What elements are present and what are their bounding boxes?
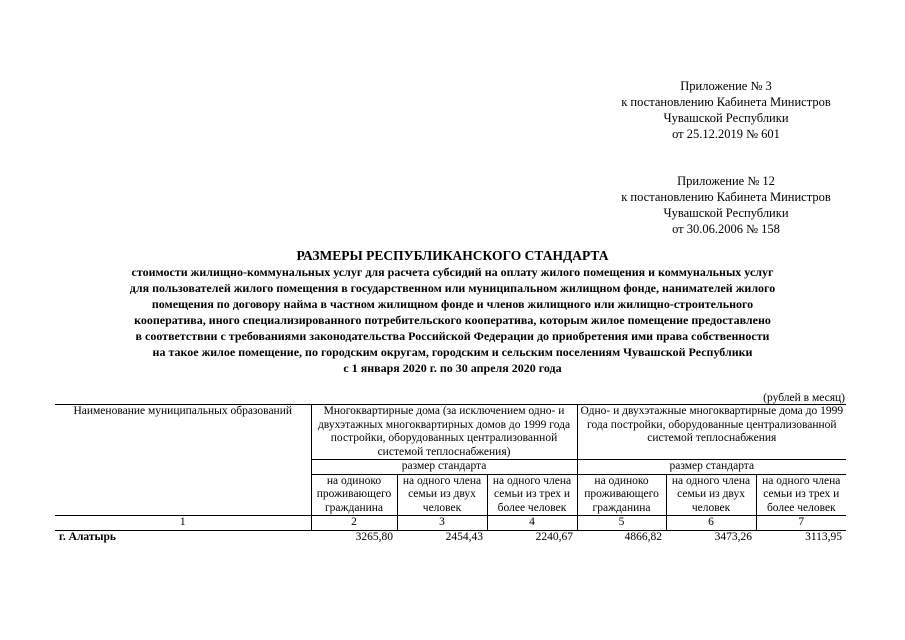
column-number: 5	[577, 516, 666, 531]
value-cell: 2454,43	[445, 530, 483, 543]
header-single: на одиноко проживающего гражданина	[311, 474, 397, 516]
value-cell: 3265,80	[355, 530, 393, 543]
annex-resolution: к постановлению Кабинета Министров	[621, 190, 831, 204]
column-number: 7	[756, 516, 846, 531]
municipality-name: г. Алатырь	[59, 530, 116, 543]
annex-12-block	[610, 173, 842, 237]
units-note: (рублей в месяц)	[763, 392, 845, 404]
annex-date: от 25.12.2019 № 601	[672, 127, 780, 141]
value-cell: 2240,67	[535, 530, 574, 543]
subtitle-line: на такое жилое помещение, по городским округам, городским и сельским поселениям Чувашской Республики	[152, 345, 753, 359]
standards-table	[55, 404, 846, 544]
document-subtitle	[40, 264, 865, 376]
column-number: 1	[55, 516, 311, 531]
column-number: 2	[311, 516, 397, 531]
value-cell: 3113,95	[805, 530, 843, 543]
subtitle-line: для пользователей жилого помещения в государственном или муниципальном жилищном фонде, нанимателей жилого	[129, 281, 776, 295]
header-two-person: на одного члена семьи из двух человек	[666, 474, 756, 516]
column-number: 4	[487, 516, 577, 531]
header-group-multistorey: Многоквартирные дома (за исключением одно- и двухэтажных многоквартирных домов до 1999 года постройки, оборудованных централизованной системой теплоснабжения)	[311, 405, 577, 460]
subtitle-line: помещения по договору найма в частном жилищном фонде и членов жилищного или жилищно-строительного	[151, 297, 754, 311]
header-three-plus: на одного члена семьи из трех и более человек	[756, 474, 846, 516]
subtitle-line: кооператива, иного специализированного потребительского кооператива, которым жилое помещение предоставлено	[134, 313, 771, 327]
subtitle-line: в соответствии с требованиями законодательства Российской Федерации до приобретения ими права собственности	[135, 329, 770, 343]
annex-3-block	[610, 78, 842, 142]
header-single: на одиноко проживающего гражданина	[577, 474, 666, 516]
annex-resolution: к постановлению Кабинета Министров	[621, 95, 831, 109]
header-size-standard: размер стандарта	[311, 460, 577, 475]
annex-republic: Чувашской Республики	[663, 206, 789, 220]
header-two-person: на одного члена семьи из двух человек	[397, 474, 487, 516]
annex-number: Приложение № 3	[680, 79, 772, 93]
column-number: 3	[397, 516, 487, 531]
header-three-plus: на одного члена семьи из трех и более человек	[487, 474, 577, 516]
annex-date: от 30.06.2006 № 158	[672, 222, 780, 236]
annex-number: Приложение № 12	[677, 174, 775, 188]
header-group-lowrise: Одно- и двухэтажные многоквартирные дома до 1999 года постройки, оборудованные централизованной системой теплоснабжения	[577, 405, 846, 460]
subtitle-line: стоимости жилищно-коммунальных услуг для расчета субсидий на оплату жилого помещения и коммунальных услуг	[131, 265, 774, 279]
table-row	[55, 530, 846, 544]
header-size-standard: размер стандарта	[577, 460, 846, 475]
document-title: РАЗМЕРЫ РЕСПУБЛИКАНСКОГО СТАНДАРТА	[296, 248, 609, 263]
header-municipality: Наименование муниципальных образований	[55, 405, 311, 516]
annex-republic: Чувашской Республики	[663, 111, 789, 125]
subtitle-line: с 1 января 2020 г. по 30 апреля 2020 года	[343, 361, 562, 375]
column-number: 6	[666, 516, 756, 531]
value-cell: 4866,82	[624, 530, 663, 543]
value-cell: 3473,26	[714, 530, 753, 543]
